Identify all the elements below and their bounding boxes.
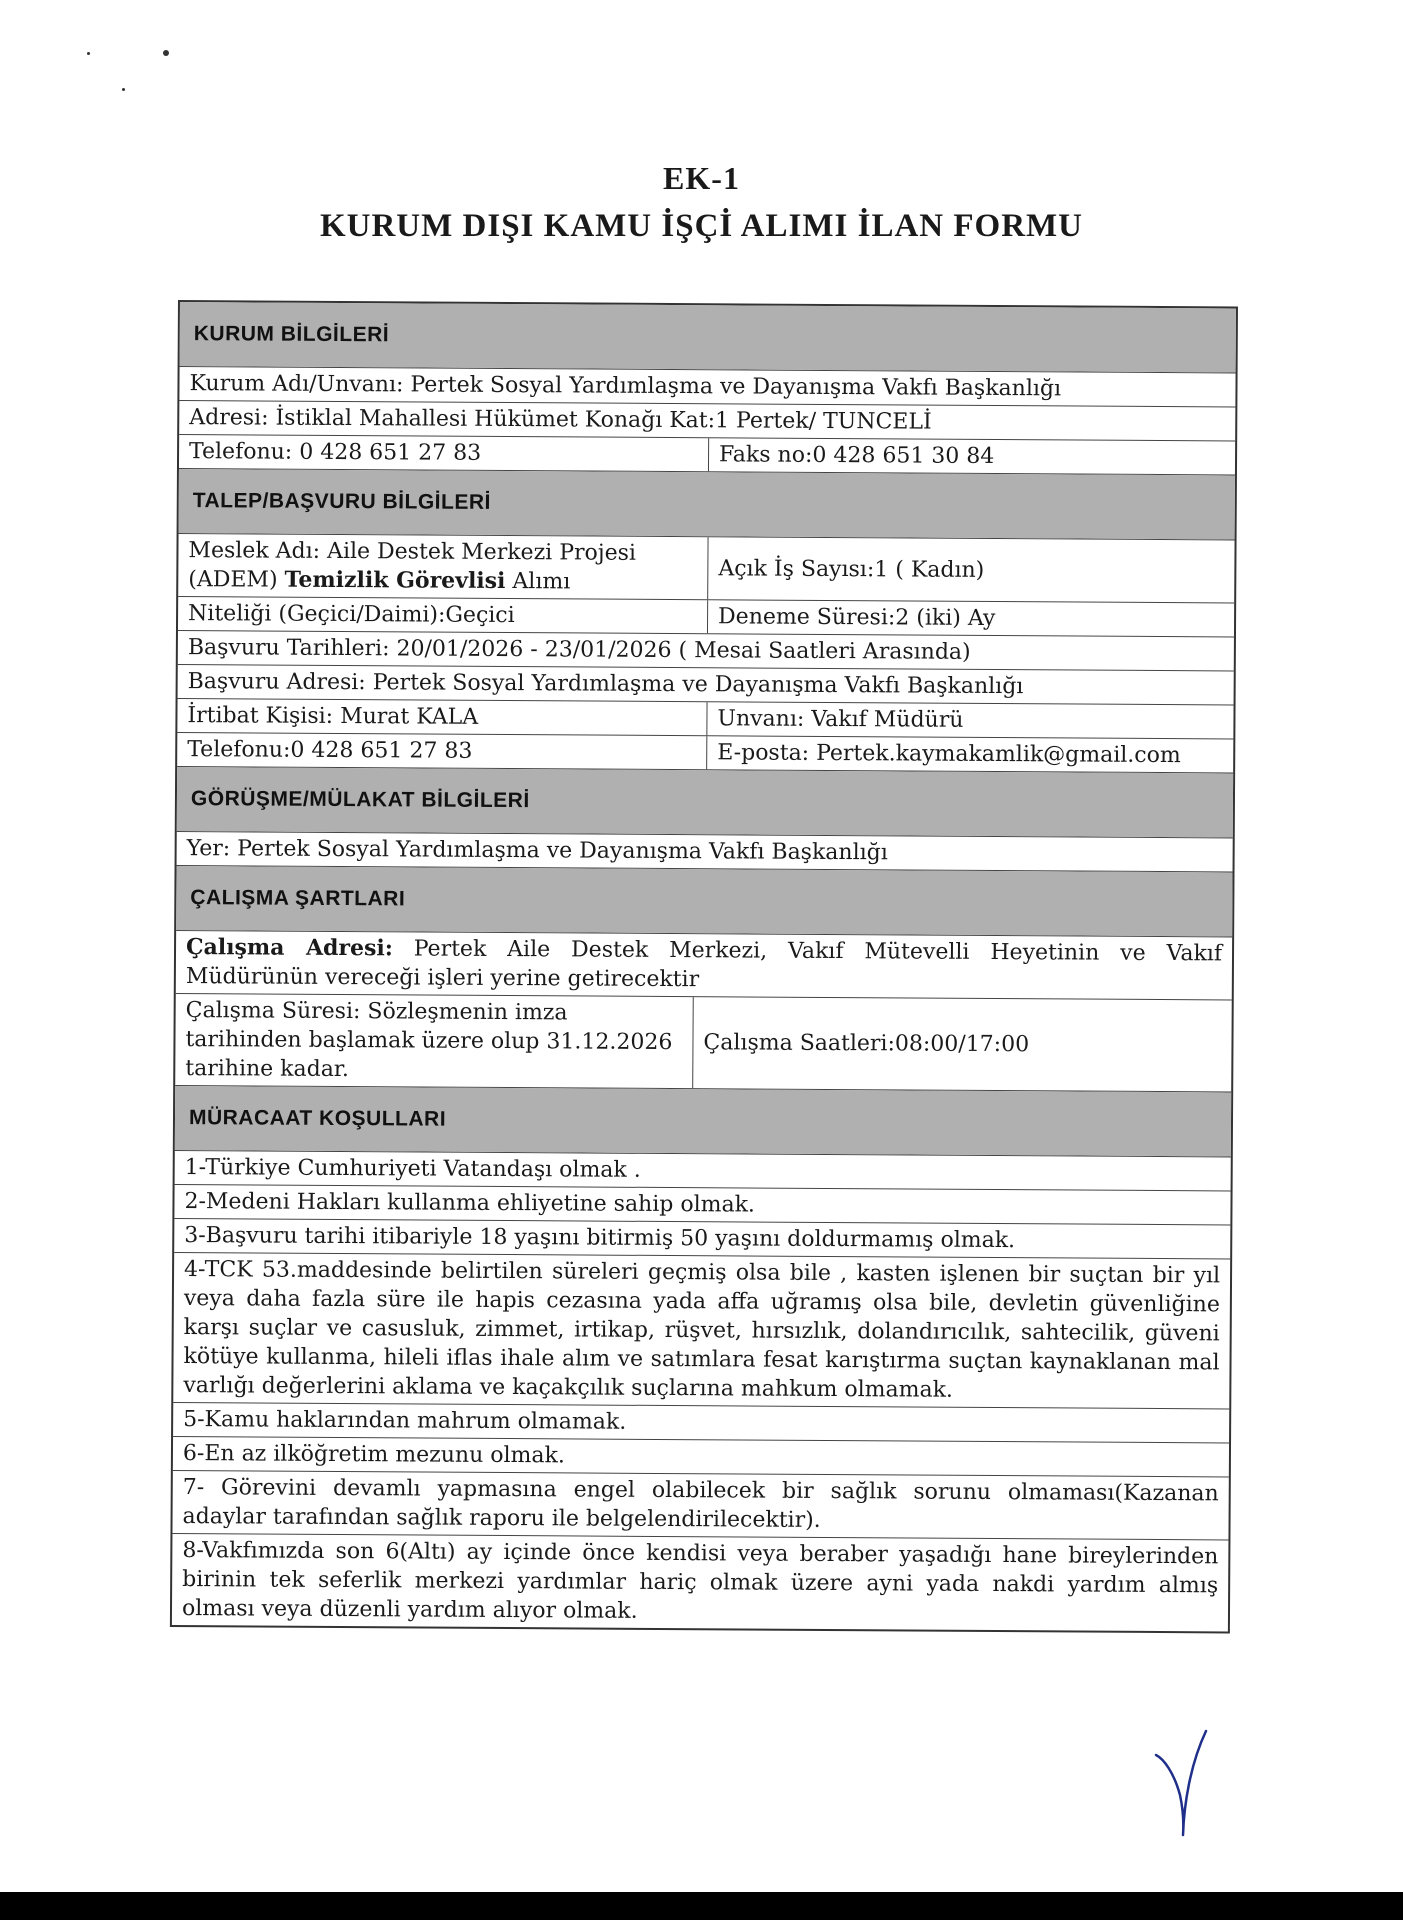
requirement-item: [174, 1218, 1230, 1258]
institution-phone: Telefonu: 0 428 651 27 83: [179, 435, 709, 471]
work-hours: [693, 997, 1232, 1091]
work-hours-text: Çalışma Saatleri:08:00/17:00: [703, 1030, 1030, 1058]
contact-title: Unvanı: Vakıf Müdürü: [717, 706, 964, 733]
section-heading: MÜRACAAT KOŞULLARI: [175, 1086, 1231, 1156]
form-row: [175, 993, 1232, 1091]
form-row: [177, 831, 1233, 871]
requirement-item: [174, 1184, 1230, 1224]
section-gorusme: [177, 766, 1233, 837]
form-row: [179, 400, 1235, 440]
section-heading: ÇALIŞMA ŞARTLARI: [176, 866, 1232, 936]
open-positions-text: Açık İş Sayısı:1 ( Kadın): [718, 555, 985, 583]
interview-location: Yer: Pertek Sosyal Yardımlaşma ve Dayanışma Vakfı Başkanlığı: [186, 836, 888, 866]
scan-speck: [122, 88, 125, 91]
job-type: Niteliği (Geçici/Daimi):Geçici: [178, 597, 708, 633]
requirement-item: [172, 1470, 1228, 1539]
annex-label: EK-1: [663, 160, 740, 196]
form-row: [179, 366, 1235, 406]
requirement-item: [175, 1150, 1231, 1190]
occupation-title: Temizlik Görevlisi: [284, 566, 506, 595]
probation-period: Deneme Süresi:2 (iki) Ay: [717, 604, 996, 631]
work-address: [176, 931, 1232, 999]
occupation-suffix: Alımı: [505, 569, 571, 595]
document-header: [0, 158, 1403, 248]
institution-fax: Faks no:0 428 651 30 84: [718, 442, 995, 469]
scan-speck: [163, 50, 169, 56]
institution-name: Kurum Adı/Unvanı: Pertek Sosyal Yardımlaşma ve Dayanışma Vakfı Başkanlığı: [189, 371, 1062, 402]
requirement-text: 4-TCK 53.maddesinde belirtilen süreleri geçmiş olsa bile , kasten işlenen bir suçtan bir yıl veya daha fazla süre ile hapis cezasına yada affa uğramış olsa bile, devletin güvenliğine karşı suçlar ve casusluk, zimmet, irtikap, rüşvet, hırsızlık, dolandırıcılık, sahtecilik, güveni kötüye kullanma, hileli iflas ihale alım ve satımlara fesat karıştırma suçtan kaynaklanan mal varlığı değerlerini aklama ve kaçakçılık suçlarına mahkum olmamak.: [183, 1257, 1221, 1403]
form-row: [179, 434, 1235, 474]
requirement-text: 6-En az ilköğretim mezunu olmak.: [182, 1441, 565, 1469]
requirement-item: [173, 1402, 1229, 1442]
form-row: [178, 664, 1234, 704]
requirement-text: 1-Türkiye Cumhuriyeti Vatandaşı olmak .: [184, 1155, 641, 1183]
open-positions: [708, 537, 1234, 602]
work-duration: Çalışma Süresi: Sözleşmenin imza tarihinden başlamak üzere olup 31.12.2026 tarihine kadar.: [175, 994, 694, 1088]
contact-email: E-posta: Pertek.kaymakamlik@gmail.com: [717, 740, 1181, 769]
section-talep: [179, 468, 1235, 539]
form-row: [176, 930, 1232, 999]
requirement-text: 2-Medeni Hakları kullanma ehliyetine sahip olmak.: [184, 1189, 756, 1218]
section-heading: TALEP/BAŞVURU BİLGİLERİ: [179, 469, 1235, 539]
scan-speck: [87, 52, 90, 55]
requirement-item: [172, 1533, 1229, 1631]
form-row: [178, 596, 1234, 636]
application-address: Başvuru Adresi: Pertek Sosyal Yardımlaşma ve Dayanışma Vakfı Başkanlığı: [187, 669, 1024, 700]
announcement-form: [170, 300, 1238, 1633]
work-address-label: Çalışma Adresi:: [185, 934, 393, 962]
occupation-prefix: Meslek Adı: Aile Destek Merkezi Projesi (ADEM): [188, 538, 637, 593]
contact-person: İrtibat Kişisi: Murat KALA: [177, 699, 707, 735]
form-row: [177, 732, 1233, 772]
requirement-text: 8-Vakfımızda son 6(Altı) ay içinde önce kendisi veya beraber yaşadığı hane bireylerinden birinin tek seferlik merkezi yardımlar hariç olmak üzere ayni yada nakdi yardım almış olması veya düzenli yardım alıyor olmak.: [181, 1538, 1219, 1624]
requirement-item: [173, 1252, 1230, 1408]
requirement-text: 7- Görevini devamlı yapmasına engel olabilecek bir sağlık sorunu olmaması(Kazanan adaylar tarafından sağlık raporu ile belgelendirilecektir).: [182, 1475, 1219, 1533]
form-row: [178, 533, 1234, 602]
document-title: KURUM DIŞI KAMU İŞÇİ ALIMI İLAN FORMU: [319, 208, 1084, 244]
section-heading: GÖRÜŞME/MÜLAKAT BİLGİLERİ: [177, 767, 1233, 837]
section-muracaat: [175, 1085, 1231, 1156]
section-heading: KURUM BİLGİLERİ: [180, 302, 1236, 372]
requirement-text: 3-Başvuru tarihi itibariyle 18 yaşını bitirmiş 50 yaşını doldurmamış olmak.: [184, 1223, 1016, 1254]
requirement-text: 5-Kamu haklarından mahrum olmamak.: [183, 1407, 627, 1435]
requirement-item: [173, 1436, 1229, 1476]
section-kurum: [180, 302, 1236, 372]
contact-phone: Telefonu:0 428 651 27 83: [177, 733, 707, 769]
application-dates: Başvuru Tarihleri: 20/01/2026 - 23/01/2026 ( Mesai Saatleri Arasında): [187, 635, 971, 665]
form-row: [178, 630, 1234, 670]
occupation-name: [178, 534, 708, 599]
scan-border: [0, 1892, 1403, 1920]
work-address-text: Pertek Aile Destek Merkezi, Vakıf Mütevelli Heyetinin ve Vakıf Müdürünün vereceği işleri yerine getirecektir: [185, 936, 1223, 993]
institution-address: Adresi: İstiklal Mahallesi Hükümet Konağı Kat:1 Pertek/ TUNCELİ: [189, 405, 932, 435]
signature-mark: [1150, 1725, 1230, 1855]
form-row: [177, 698, 1233, 738]
section-calisma: [176, 865, 1232, 936]
